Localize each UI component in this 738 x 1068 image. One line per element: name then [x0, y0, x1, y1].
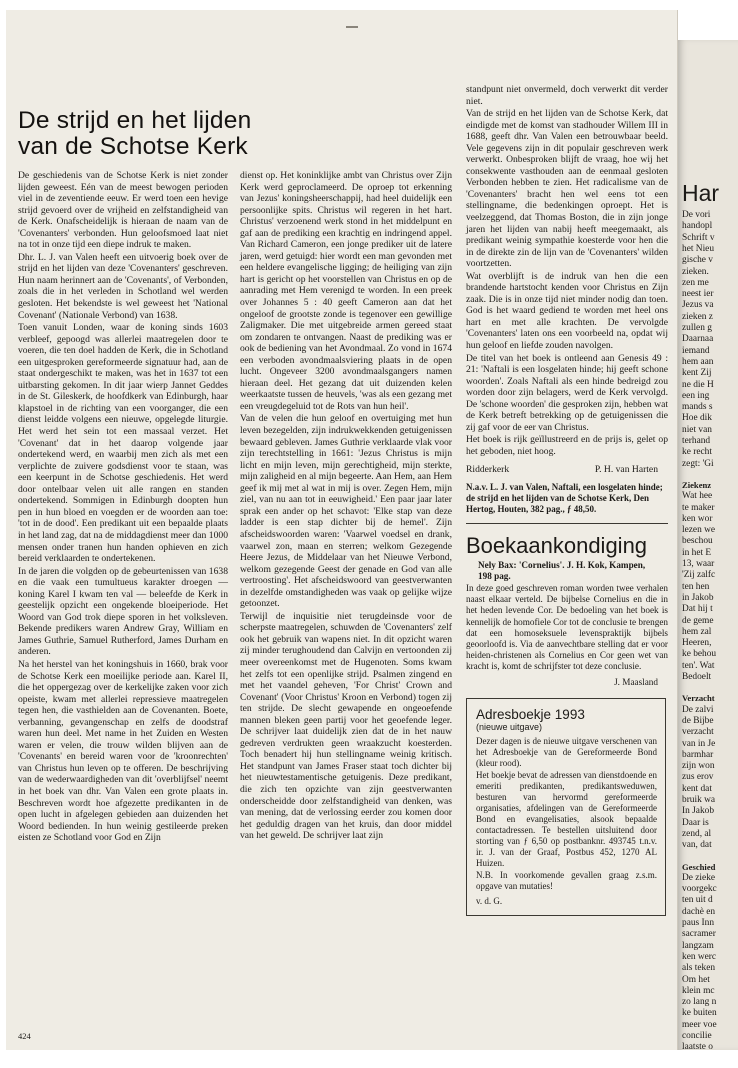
- right-page-line: terhand: [682, 436, 711, 446]
- right-page-line: Daar is: [682, 817, 709, 828]
- right-page-line: De zieke: [682, 872, 716, 883]
- right-page-section-heading: Verzacht: [682, 693, 715, 704]
- box-signature: v. d. G.: [476, 895, 503, 906]
- right-page-line: ke behou: [682, 649, 717, 660]
- right-page-line: sacramer: [682, 929, 716, 940]
- right-page-line: iemand: [682, 345, 710, 356]
- paragraph: Toen vanuit Londen, waar de koning sinds 1603 verbleef, gepoogd was allerlei maatregelen door te voeren, die ten doel hadden de Kerk, die in Schotland een uitgesproken gereformeerde signatuur had, aan de staat ondergeschikt te maken, was het in 1637 tot een uitbarsting gekomen. In dit jaar wierp Jannet Geddes in de St. Gileskerk, de hoofdkerk van Edinburgh, haar klapstoel in de richting van een voorganger, die een dienst leidde volgens een nieuwe, opgelegde liturgie. Het werd het sein tot een massaal verzet. Het 'Covenant' dat in het daarop volgende jaar ondertekend werd, en waarbij men zich als met een verplichte de zuivere godsdienst voor te staan, was een keerpunt in de Schotse geschiedenis. Het werd door ontelbaar velen uit alle rangen en standen ondertekend. Sommigen in Edinburgh doopten hun pen in hun bloed en voegden er de woorden aan toe: 'tot in de dood'. Een predikant uit een bepaalde plaats in het land zag, dat na de middagdienst meer dan 1000 mensen onder tranen hun handen ophieven en zich bereid verklaarden te ondertekenen.: [18, 322, 228, 565]
- right-page-line: Hoe dik: [682, 413, 712, 424]
- right-page-line: gische v: [682, 255, 713, 266]
- box-title: Adresboekje 1993: [476, 706, 585, 722]
- right-page-line: laatste o: [682, 1042, 713, 1050]
- right-page-line: verzacht: [682, 727, 714, 738]
- paragraph: Het boek is rijk geïllustreerd en de prijs is, gelet op het geboden, niet hoog.: [466, 434, 668, 457]
- right-page-line: In Jakob: [682, 806, 715, 817]
- article-title-line1: De strijd en het lijden: [18, 107, 252, 134]
- right-page-line: ken werc: [682, 951, 717, 962]
- right-page-line: dachè en: [682, 906, 716, 917]
- right-page-line: de Bijbe: [682, 715, 714, 726]
- article-signoff: [466, 464, 668, 476]
- article-title-line2: van de Schotse Kerk: [18, 133, 248, 160]
- article-column-3: [466, 84, 668, 916]
- right-page-line: ne die H: [682, 379, 714, 390]
- paragraph: Dhr. L. J. van Valen heeft een uitvoerig boek over de strijd en het lijden van deze 'Covenanters' geschreven. Hun naam herinnert aan de 'Covenants', of Verbonden, zoals die in het verleden in Schotland wel werden gesloten. Het bekendste is wel geweest het 'National Covenant' (Nationale Verbond) van 1638.: [18, 251, 228, 321]
- right-page-line: zieken.: [682, 266, 709, 277]
- article-title: [18, 108, 348, 160]
- right-page-line: langzam: [682, 940, 714, 951]
- announcement-signature: J. Maasland: [614, 676, 658, 687]
- box-note: N.B. In voorkomende gevallen graag z.s.m. opgave van mutaties!: [476, 869, 657, 891]
- right-page-line: ten hen: [682, 581, 710, 592]
- paragraph: Na het herstel van het koningshuis in 1660, brak voor de Schotse Kerk een moeilijke periode aan. Karel II, die het oppergezag over de kerkelijke zaken voor zich opeiste, kwam met allerlei repressieve maatregelen tegen hen, die vasthielden aan de Covenanten. Boete, verbanning, gevangenschap en zelfs de doodstraf waren hun deel. Met name in het Zuiden en Westen waren er velen, die trouw wilden blijven aan de 'Covenants' en bereid waren voor de 'kroonrechten' van Christus hun leven op te offeren. De beschrijving van de wederwaardigheden van dit 'overblijfsel' neemt in het boek van dhr. Van Valen een grote plaats in. Beschreven wordt hoe afgezette predikanten in de open lucht in afgelegen gebieden aan duizenden het Woord bedienden. In hun weinig gestileerde preken eisten ze Schotland voor God en Zijn: [18, 658, 228, 844]
- divider: [466, 523, 668, 524]
- right-page-line: kent dat: [682, 783, 712, 794]
- right-page-line: zend, al: [682, 828, 712, 839]
- right-page-line: klein mc: [682, 985, 715, 996]
- page-number: 424: [18, 1031, 31, 1041]
- right-page-line: zullen g: [682, 323, 712, 333]
- right-page-line: Jezus va: [682, 300, 714, 311]
- right-page-line: beschou: [682, 536, 713, 547]
- scan-mark: [346, 26, 358, 28]
- right-page-line: Om het: [682, 974, 710, 985]
- right-page-line: voorgekc: [682, 884, 717, 895]
- right-page-line: ten uit d: [682, 895, 713, 906]
- right-page-line: ten'. Wat: [682, 660, 715, 671]
- right-page-line: bruik wa: [682, 795, 716, 805]
- right-page-line: het Nieu: [682, 243, 715, 254]
- right-page-line: zo lang n: [682, 997, 717, 1008]
- adresboekje-box: [466, 698, 666, 916]
- box-subtitle: (nieuwe uitgave): [476, 721, 543, 732]
- magazine-page-right: [678, 40, 738, 1050]
- right-page-line: van in Je: [682, 738, 716, 749]
- paragraph: In de jaren die volgden op de gebeurtenissen van 1638 en die vaak een tumultueus karakter droegen — koning Karel I kwam ten val — beleefde de Kerk in geestelijk opzicht een ongekende bloeiperiode. Het Woord van God trok diepe sporen in het volksleven. Bekende predikers waren Andrew Gray, William en James Guthrie, Samuel Rutherford, James Durham en anderen.: [18, 565, 228, 658]
- right-page-line: kent Zij: [682, 368, 712, 379]
- right-page-line: te maker: [682, 502, 715, 513]
- book-reference: N.a.v. L. J. van Valen, Naftali, een losgelaten hinde; de strijd en het lijden van de Schotse Kerk, Den Hertog, Houten, 382 pag., ƒ 48,50.: [466, 482, 663, 515]
- right-page-line: in Jakob: [682, 592, 714, 603]
- paragraph: dienst op. Het koninklijke ambt van Christus over Zijn Kerk werd geproclameerd. De oproep tot erkenning van Jezus' koningsheerschappij, had heel duidelijk een persoonlijke spits. Christus wil regeren in het hart. Christus' verzoenend werk stond in het middelpunt en gaf aan de prediking een krachtig en indringend appel. Van Richard Cameron, een jonge prediker uit de latere jaren, werd getuigd: hier wordt een man gevonden met een heldere evangelische ligging; de heiliging van zijn hart is gericht op het voorstellen van Christus en op de aanrading met Hem verenigd te worden. In een preek over Johannes 5 : 40 geeft Cameron aan dat het ongeloof de grootste zonde is tegenover een gewillige Zaligmaker. Die met uitgebreide armen gereed staat om zondaren te ontvangen. Naast de prediking was er ook de bediening van het Avondmaal. Zo vond in 1674 een verboden avondmaalsviering plaats in de open lucht. Ongeveer 3200 avondmaalsgangers namen hieraan deel. Het gezang dat uit duizenden kelen weerkaatste tussen de heuvels, 'was als een gezang met een vreugdegeluid tot de Rots van hun heil'.: [240, 170, 452, 412]
- right-page-line: een ing: [682, 390, 710, 401]
- announcement-title: Boekaankondiging: [466, 533, 648, 559]
- announcement-book-line2: 198 pag.: [478, 571, 511, 582]
- right-page-line: paus Inn: [682, 918, 715, 928]
- right-page-line: in het E: [682, 547, 712, 558]
- right-page-line: zijn won: [682, 761, 715, 772]
- announcement-body: In deze goed geschreven roman worden twee verhalen naast elkaar verteld. De bijbelse Cornelius en die in het heden levende Cor. De bedoeling van het boek is kennelijk de homofiele Cor tot de conclusie te brengen dat een homoseksuele levenspraktijk bijbels geoorloofd is. Via de aanvechtbare stelling dat er voor heiden-christenen als Cornelius en Cor geen wet van kracht is, komt de schrijfster tot deze conclusie.: [466, 583, 668, 672]
- right-page-line: Heeren,: [682, 638, 712, 649]
- right-page-line: Wat hee: [682, 491, 713, 502]
- announcement-book: [466, 560, 668, 582]
- right-page-line: van, dat: [682, 840, 712, 851]
- right-page-line: hem aan: [682, 356, 714, 367]
- paragraph: De geschiedenis van de Schotse Kerk is niet zonder lijden geweest. Eén van de meest bewogen perioden viel in de zeventiende eeuw. Er werd toen een hevige strijd gevoerd over de vrijheid en zelfstandigheid van de Kerk. Onafscheidelijk is hieraan de naam van de 'Covenanters' verbonden. Hun geloofsmoed laat niet na tot in onze tijd een diepe indruk te maken.: [18, 170, 228, 251]
- right-page-line: hem zal: [682, 626, 712, 637]
- right-page-line: neest ier: [682, 289, 714, 300]
- right-page-line: handopl: [682, 221, 713, 232]
- box-paragraph: Dezer dagen is de nieuwe uitgave verschenen van het Adresboekje van de Gereformeerde Bond (kleur rood).: [476, 735, 657, 768]
- right-page-line: De vori: [682, 210, 711, 220]
- right-page-line: niet van: [682, 424, 712, 435]
- paragraph: Wat overblijft is de indruk van hen die een brandende hartstocht kenden voor Christus en Zijn zaak. Die is in onze tijd niet minder nodig dan toen. God is het waard gediend te worden met heel ons hart en met alle krachten. De vervolgde 'Covenanters' laten ons een voorbeeld na, opdat wij hun geloof en liefde zouden navolgen.: [466, 270, 668, 352]
- right-page-line: Dat hij t: [682, 604, 713, 615]
- paragraph: Van de velen die hun geloof en overtuiging met hun leven bezegelden, zijn indrukwekkenden getuigenissen bewaard gebleven. James Guthrie verklaarde vlak voor zijn terechtstelling in 1661: 'Jezus Christus is mijn licht en mijn leven, mijn gerechtigheid, mijn sterkte, mijn zaligheid en al mijn begeerte. Aan Hem, aan Hem geef ik mij met al wat in mij is over. Zegen Hem, mijn ziel, van nu aan tot in eeuwigheid.' Een paar jaar later sprak een ander op het schavot: 'Elke stap van deze ladder is een stap dichter bij de hemel'. Zijn afscheidswoorden waren: 'Vaarwel voedsel en drank, vaarwel zon, maan en sterren; welkom Gezegende Heere Jezus, de Middelaar van het Nieuwe Verbond, welkom gezegende Geest der genade en God van alle vertroosting'. Het afscheidswoord van geestverwanten in dezelfde omstandigheden was vaak op gelijke wijze getoonzet.: [240, 413, 452, 610]
- right-page-line: zegt: 'Gi: [682, 458, 714, 469]
- right-page-line: ke buiten: [682, 1008, 717, 1019]
- article-column-1: [18, 170, 228, 845]
- box-paragraph: Het boekje bevat de adressen van dienstdoende en emeriti predikanten, predikantsweduwen, besturen van hervormd gereformeerde organisaties, afdelingen van de Gereformeerde Bond en evangelisaties, alsook bepaalde contactadressen. Te bestellen uitsluitend door storting van ƒ 6,50 op postbanknr. 493745 t.n.v. ir. J. van der Graaf, Postbus 452, 1270 AL Huizen.: [476, 769, 657, 868]
- paragraph: standpunt niet onvermeld, doch verwerkt dit verder niet.: [466, 84, 668, 107]
- right-page-line: Daarnaa: [682, 334, 714, 345]
- signoff-place: Ridderkerk: [466, 463, 510, 475]
- right-page-section-heading: Ziekenz: [682, 479, 712, 490]
- right-page-line: concilie: [682, 1031, 712, 1041]
- right-page-line: Bedoelt: [682, 672, 712, 682]
- right-page-line: de geme: [682, 615, 714, 626]
- paragraph: Van de strijd en het lijden van de Schotse Kerk, dat eindigde met de komst van stadhouder Willem III in 1688, geeft dhr. Van Valen een betrouwbaar beeld. Vele gegevens zijn in dit populair geschreven werk verwerkt. Onbesproken blijft de vraag, hoe wij het consekwente vasthouden aan de eenmaal gesloten Verbonden hebben te zien. Het radicalisme van de 'Covenanters' bracht hen wel eens tot een stellingname, die bedenkingen oproept. Het is veelzeggend, dat Thomas Boston, die in zijn jonge jaren het lijden van nabij heeft meegemaakt, als predikant weinig sympathie koesterde voor hen die in de direkte zin de lijn van de 'Covenanters' wilden voortzetten.: [466, 108, 668, 270]
- right-page-line: meer voe: [682, 1019, 717, 1030]
- announcement-book-line1: Nely Bax: 'Cornelius'. J. H. Kok, Kampen,: [478, 560, 646, 571]
- right-page-section-heading: Geschied: [682, 861, 716, 872]
- right-page-line: De zalvi: [682, 704, 714, 715]
- right-page-line: zen me: [682, 277, 709, 288]
- right-page-line: zieken z: [682, 311, 713, 322]
- signoff-author: P. H. van Harten: [594, 463, 658, 475]
- article-column-2: [240, 170, 452, 843]
- right-page-line: barmhar: [682, 749, 714, 760]
- right-page-line: 13, waar: [682, 559, 715, 569]
- paragraph: Terwijl de inquisitie niet terugdeinsde voor de scherpste maatregelen, schuwden de 'Covenanters' zelf ook het gebruik van wapens niet. In dit opzicht waren zij minder terughoudend dan Calvijn en vertoonden zij meer overeenkomst met de Hugenoten. Soms kwam het zelfs tot een openlijke strijd. Psalmen zingend en met het vaandel geheven, 'For Christ' Crown and Covenant' (Voor Christus' Kroon en Verbond) togen zij ten strijde. De slecht gewapende en ongeoefende mannen bleken geen partij voor het geoefende leger. De schrijver laat duidelijk zien dat de in het nauw gedreven verdrukten geen wraakzucht koesterden. Toch benadert hij hun stellingname weinig kritisch. Het standpunt van James Fraser staat toch dichter bij het nieuwtestamentische getuigenis. Deze predikant, die zich ten opzichte van zijn geestverwanten onderscheidde door zelfstandigheid van denken, was van mening, dat de verlossing eerder zou komen door het geduldig dragen van het kruis, dan door middel van het geweld. De schrijver laat zijn: [240, 610, 452, 842]
- right-page-line: als teken: [682, 963, 716, 974]
- paragraph: De titel van het boek is ontleend aan Genesis 49 : 21: 'Naftali is een losgelaten hinde; hij geeft schone woorden'. Zoals Naftali als een hinde bedreigd zou worden door zijn belagers, werd de Kerk vervolgd. De 'schone woorden' die gesproken zijn, hebben wat de Kerk betreft betrekking op de getuigenissen die zij gaf voor de eer van Christus.: [466, 352, 668, 433]
- right-page-line: ke recht: [682, 447, 712, 458]
- right-page-line: 'Zij zalfc: [682, 570, 716, 581]
- right-page-line: zus erov: [682, 772, 714, 783]
- right-page-line: mands s: [682, 402, 713, 413]
- right-page-line: ken wor: [682, 513, 713, 524]
- right-page-title-fragment: Har: [682, 180, 720, 206]
- right-page-line: Schrift v: [682, 232, 715, 243]
- right-page-line: lezen we: [682, 525, 716, 536]
